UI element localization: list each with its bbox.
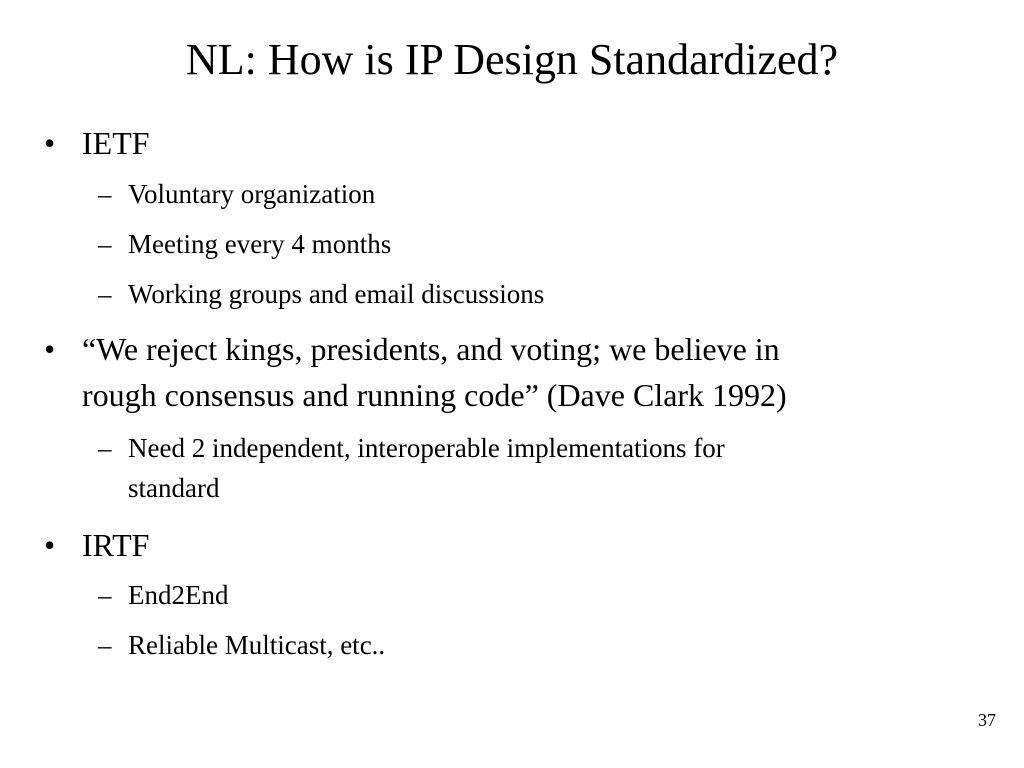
bullet-irtf bbox=[44, 522, 982, 568]
sub-bullet-voluntary bbox=[98, 174, 958, 214]
slide-title: NL: How is IP Design Standardized? bbox=[185, 35, 839, 84]
bullet-icon: • bbox=[44, 125, 56, 161]
sub-bullet-working-groups bbox=[98, 274, 958, 314]
bullet-text-line-2: rough consensus and running code” (Dave Clark 1992) bbox=[82, 377, 787, 413]
sub-bullet-text: Meeting every 4 months bbox=[128, 229, 392, 259]
bullet-text: IRTF bbox=[82, 527, 150, 563]
dash-icon: – bbox=[98, 630, 112, 660]
page-number: 37 bbox=[978, 710, 996, 730]
dash-icon: – bbox=[98, 433, 112, 463]
dash-icon: – bbox=[98, 179, 112, 209]
dash-icon: – bbox=[98, 229, 112, 259]
sub-bullet-text: End2End bbox=[128, 580, 229, 610]
dash-icon: – bbox=[98, 580, 112, 610]
sub-bullet-meeting bbox=[98, 224, 958, 264]
sub-bullet-reliable-multicast bbox=[98, 625, 958, 665]
dash-icon: – bbox=[98, 279, 112, 309]
bullet-text: IETF bbox=[82, 125, 150, 161]
bullet-ietf bbox=[44, 120, 982, 166]
sub-bullet-text: Voluntary organization bbox=[128, 179, 376, 209]
bullet-text-line-1: “We reject kings, presidents, and voting; we believe in bbox=[82, 331, 780, 367]
bullet-icon: • bbox=[44, 527, 56, 563]
sub-bullet-text-line-2: standard bbox=[128, 473, 220, 503]
bullet-icon: • bbox=[44, 331, 56, 367]
sub-bullet-end2end bbox=[98, 575, 958, 615]
sub-bullet-text-line-1: Need 2 independent, interoperable implementations for bbox=[128, 433, 725, 463]
sub-bullet-implementations bbox=[98, 428, 958, 508]
sub-bullet-text: Reliable Multicast, etc.. bbox=[128, 630, 386, 660]
sub-bullet-text: Working groups and email discussions bbox=[128, 279, 545, 309]
bullet-quote bbox=[44, 326, 982, 418]
